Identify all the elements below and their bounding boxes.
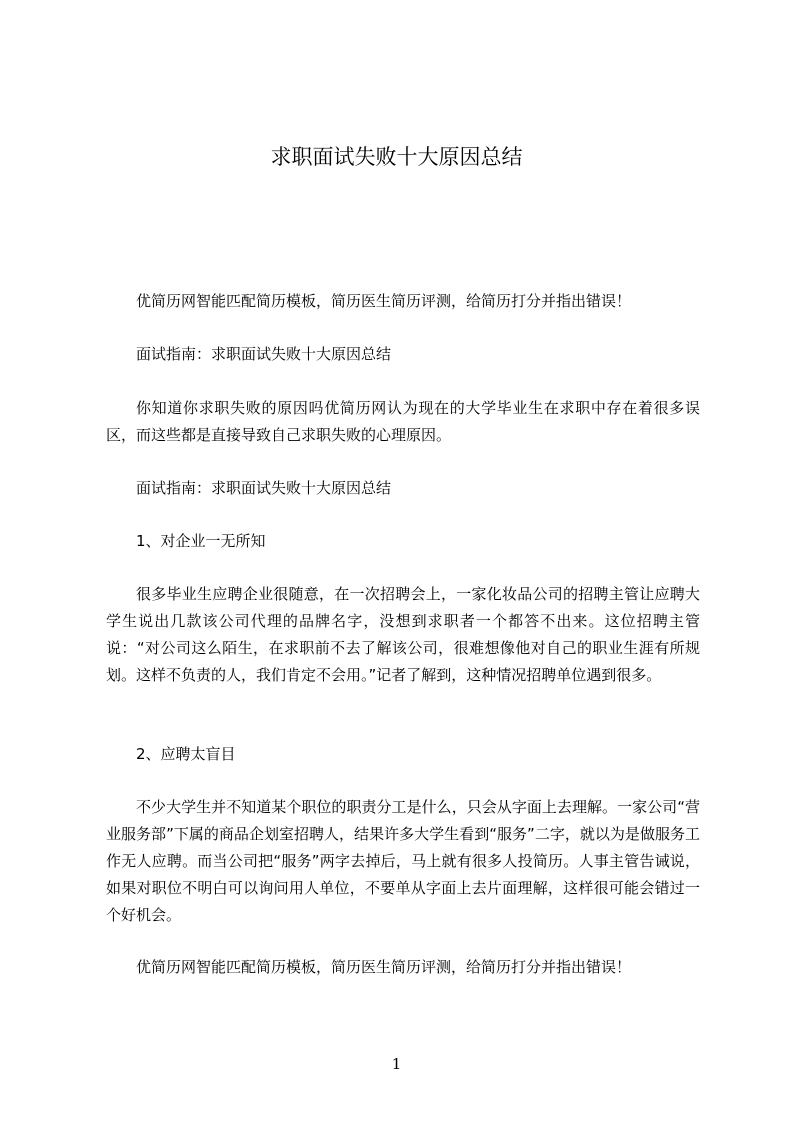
guide-heading-1: 面试指南：求职面试失败十大原因总结 <box>136 345 392 363</box>
section-2-body: 不少大学生并不知道某个职位的职责分工是什么，只会从字面上去理解。一家公司“营业服务部”下属的商品企划室招聘人，结果许多大学生看到“服务”二字，就以为是做服务工作无人应聘。而当公司把“服务”两字去掉后，马上就有很多人投简历。人事主管告诫说，如果对职位不明白可以询问用人单位，不要单从字面上去片面理解，这样很可能会错过一个好机会。 <box>106 798 700 924</box>
section-1-body: 很多毕业生应聘企业很随意，在一次招聘会上，一家化妆品公司的招聘主管让应聘大学生说出几款该公司代理的品牌名字，没想到求职者一个都答不出来。这位招聘主管说：“对公司这么陌生，在求职前不去了解该公司，很难想像他对自己的职业生涯有所规划。这样不负责的人，我们肯定不会用。”记者了解到，这种情况招聘单位遇到很多。 <box>106 585 700 684</box>
page-number: 1 <box>391 1055 402 1073</box>
promo-paragraph-bottom: 优简历网智能匹配简历模板，简历医生简历评测，给简历打分并指出错误！ <box>136 958 632 976</box>
section-heading-2: 2、应聘太盲目 <box>136 745 236 763</box>
guide-heading-2: 面试指南：求职面试失败十大原因总结 <box>136 479 392 497</box>
intro-paragraph: 你知道你求职失败的原因吗优简历网认为现在的大学毕业生在求职中存在着很多误区，而这些都是直接导致自己求职失败的心理原因。 <box>106 399 700 444</box>
section-heading-1: 1、对企业一无所知 <box>136 532 266 550</box>
promo-paragraph-top: 优简历网智能匹配简历模板，简历医生简历评测，给简历打分并指出错误！ <box>136 292 632 310</box>
document-title: 求职面试失败十大原因总结 <box>270 145 523 169</box>
